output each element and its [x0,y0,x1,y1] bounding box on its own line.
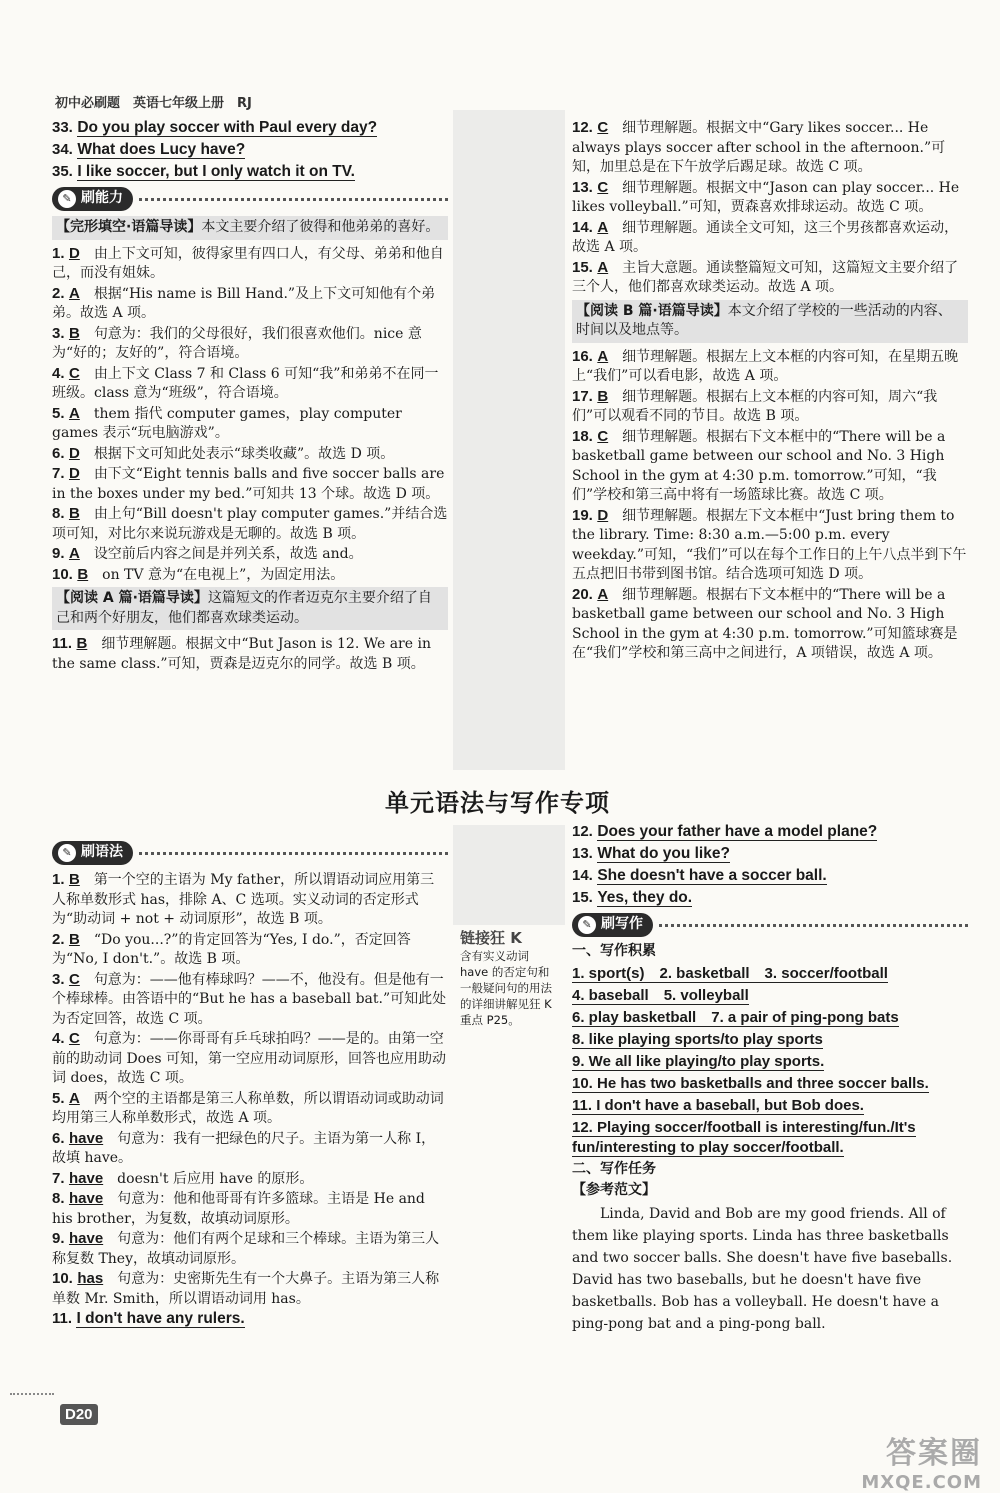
answer-line: 33. Do you play soccer with Paul every day? [52,119,378,136]
sidebar-title: 链接狂 K [460,929,522,947]
dotted-divider [139,852,448,855]
reading-item: 18. C 细节理解题。根据右下文本框中的“There will be a basketball game between our school and No. 3 High School in the gym at 4:30 p.m. tomorrow.”可知，“我们”学校和第三高中将有一场篮球比赛。故选 C 项。 [572,427,946,503]
reading-item: 13. C 细节理解题。根据文中“Jason can play soccer... He likes volleyball.”可知，贾森喜欢排球运动。故选 C 项。 [572,178,960,215]
guide-reading-b: 【阅读 B 篇·语篇导读】本文介绍了学校的一些活动的内容、时间以及地点等。 [572,300,968,343]
answer-line: 34. What does Lucy have? [52,141,246,158]
reading-item: 15. A 主旨大意题。通读整篇短文可知，这篇短文主要介绍了三个人，他们都喜欢球类运动。故选 A 项。 [572,258,959,295]
grammar-item: 7. have doesn't 后应用 have 的原形。 [52,1169,314,1187]
writing-line: 1. sport(s) 2. basketball 3. soccer/football [572,964,888,982]
reading-item: 14. A 细节理解题。通读全文可知，这三个男孩都喜欢运动，故选 A 项。 [572,218,959,255]
margin-strip [453,825,565,925]
answer-line: 13. What do you like? [572,845,730,862]
grammar-item: 3. C 句意为：——他有棒球吗？——不，他没有。但是他有一个棒球棒。由答语中的“But he has a baseball bat.”可知此处为否定回答，故选 C 项。 [52,970,447,1027]
dotted-divider [659,924,968,927]
cloze-item: 5. A them 指代 computer games，play computer games 表示“玩电脑游戏”。 [52,404,402,441]
grammar-item: 5. A 两个空的主语都是第三人称单数，所以谓语动词或助动词均用第三人称单数形式，故选 A 项。 [52,1089,444,1126]
writing-line: 8. like playing sports/to play sports [572,1030,823,1048]
sidebar-text: 含有实义动词 have 的否定句和一般疑问句的用法的详细讲解见狂 K 重点 P25。 [460,949,552,1027]
pencil-icon: ✎ [58,190,76,208]
cloze-item: 9. A 设空前后内容之间是并列关系，故选 and。 [52,545,363,562]
grammar-item: 2. B “Do you...?”的肯定回答为“Yes, I do.”，否定回答为“No, I don't.”。故选 B 项。 [52,930,411,967]
writing-line: 6. play basketball 7. a pair of ping-pong bats [572,1008,899,1026]
grammar-item: 1. B 第一个空的主语为 My father，所以谓语动词应用第三人称单数形式 has，排除 A、C 选项。实义动词的否定形式为“助动词 + not + 动词原形”，故选 B 项。 [52,871,435,927]
answer-line: 14. She doesn't have a soccer ball. [572,867,827,884]
section-banner-writing: ✎ 刷写作 [572,912,968,938]
page-header: 初中必刷题 英语七年级上册 RJ [55,96,252,111]
grammar-item: 8. have 句意为：他和他哥哥有许多篮球。主语是 He and his brother，为复数，故填动词原形。 [52,1190,425,1227]
cloze-item: 10. B on TV 意为“在电视上”，为固定用法。 [52,565,345,583]
dotted-divider [139,198,448,201]
page-number: D20 [60,1404,98,1425]
section-banner-grammar: ✎ 刷语法 [52,840,448,866]
cloze-item: 4. C 由上下文 Class 7 和 Class 6 可知“我”和弟弟不在同一班级。class 意为“班级”，符合语境。 [52,364,439,401]
margin-strip [453,110,565,770]
guide-reading-a: 【阅读 A 篇·语篇导读】这篇短文的作者迈克尔主要介绍了自己和两个好朋友，他们都喜欢球类运动。 [52,587,448,630]
grammar-answer-11: 11. I don't have any rulers. [52,1310,245,1327]
reading-item: 11. B 细节理解题。根据文中“But Jason is 12. We are in the same class.”可知，贾森是迈克尔的同学。故选 B 项。 [52,635,431,672]
footer-dots [10,1393,54,1395]
grammar-item: 4. C 句意为：——你哥哥有乒乓球拍吗？——是的。由第一空前的助动词 Does 可知，第一空应用动词原形，回答也应用助动词 does，故选 C 项。 [52,1030,447,1086]
cloze-item: 3. B 句意为：我们的父母很好，我们很喜欢他们。nice 意为“好的；友好的”，符合语境。 [52,324,422,361]
sidebar-link-k [460,930,560,1028]
reading-item: 17. B 细节理解题。根据右上文本框的内容可知，周六“我们”可以观看不同的节目。故选 B 项。 [572,387,938,424]
cloze-item: 2. A 根据“His name is Bill Hand.”及上下文可知他有个弟弟。故选 A 项。 [52,284,436,321]
guide-cloze: 【完形填空·语篇导读】本文主要介绍了彼得和他弟弟的喜好。 [52,216,448,240]
reading-item: 19. D 细节理解题。根据左下文本框中“Just bring them to the library. Time: 8:30 a.m.—5:00 p.m. every weekday.”可知，“我们”可以在每个工作日的上午八点半到下午五点把旧书带到图书馆。结合选项可知选 D 项。 [572,506,967,582]
cloze-item: 6. D 根据下文可知此处表示“球类收藏”。故选 D 项。 [52,444,395,462]
cloze-item: 8. B 由上句“Bill doesn't play computer games.”并结合选项可知，对比尔来说玩游戏是无聊的。故选 B 项。 [52,505,448,542]
unit-title: 单元语法与写作专项 [385,789,610,817]
answer-line: 15. Yes, they do. [572,889,693,906]
reading-item: 16. A 细节理解题。根据左上文本框的内容可知，在星期五晚上“我们”可以看电影，故选 A 项。 [572,347,959,384]
right-column-top [572,118,968,664]
writing-task-heading: 二、写作任务 [572,1160,656,1177]
right-column-bottom [572,822,968,1335]
writing-line: 9. We all like playing/to play sports. [572,1052,825,1070]
pencil-icon: ✎ [578,916,596,934]
answer-line: 35. I like soccer, but I only watch it on TV. [52,163,355,180]
writing-line: 10. He has two basketballs and three soccer balls. [572,1074,929,1092]
left-column-bottom [52,836,448,1331]
cloze-item: 1. D 由上下文可知，彼得家里有四口人，有父母、弟弟和他自己，而没有姐妹。 [52,244,444,281]
writing-accum-heading: 一、写作积累 [572,943,656,959]
writing-line: 11. I don't have a baseball, but Bob does. [572,1096,864,1114]
reading-item: 20. A 细节理解题。根据右下文本框中的“There will be a basketball game between our school and No. 3 High School in the gym at 4:30 p.m. tomorrow.”可知篮球赛是在“我们”学校和第三高中之间进行，A 项错误，故选 A 项。 [572,585,958,661]
left-column-top [52,118,448,674]
pencil-icon: ✎ [58,844,76,862]
sample-label: 【参考范文】 [572,1182,656,1198]
sample-essay: Linda, David and Bob are my good friends. All of them like playing sports. Linda has three basketballs and two soccer balls. She doesn't have five baseballs. David has two baseballs, but he doesn't have five basketballs. Bob has a volleyball. He doesn't have a ping-pong bat and a ping-pong ball. [572,1205,953,1332]
section-banner-ability: ✎ 刷能力 [52,186,448,212]
answer-line: 12. Does your father have a model plane? [572,823,878,840]
writing-line: 4. baseball 5. volleyball [572,986,749,1004]
reading-item: 12. C 细节理解题。根据文中“Gary likes soccer... He always plays soccer after school in the afternoon.”可知，加里总是在下午放学后踢足球。故选 C 项。 [572,119,946,175]
grammar-item: 10. has 句意为：史密斯先生有一个大鼻子。主语为第三人称单数 Mr. Smith，所以谓语动词用 has。 [52,1270,440,1307]
grammar-item: 6. have 句意为：我有一把绿色的尺子。主语为第一人称 I，故填 have。 [52,1129,436,1166]
watermark: 答案圈 MXQE.COM [861,1436,982,1493]
grammar-item: 9. have 句意为：他们有两个足球和三个棒球。主语为第三人称复数 They，故填动词原形。 [52,1230,440,1267]
cloze-item: 7. D 由下文“Eight tennis balls and five soccer balls are in the boxes under my bed.”可知共 13 个球。故选 D 项。 [52,465,445,502]
writing-line: 12. Playing soccer/football is interesting/fun./It's fun/interesting to play soccer/football. [572,1118,916,1156]
